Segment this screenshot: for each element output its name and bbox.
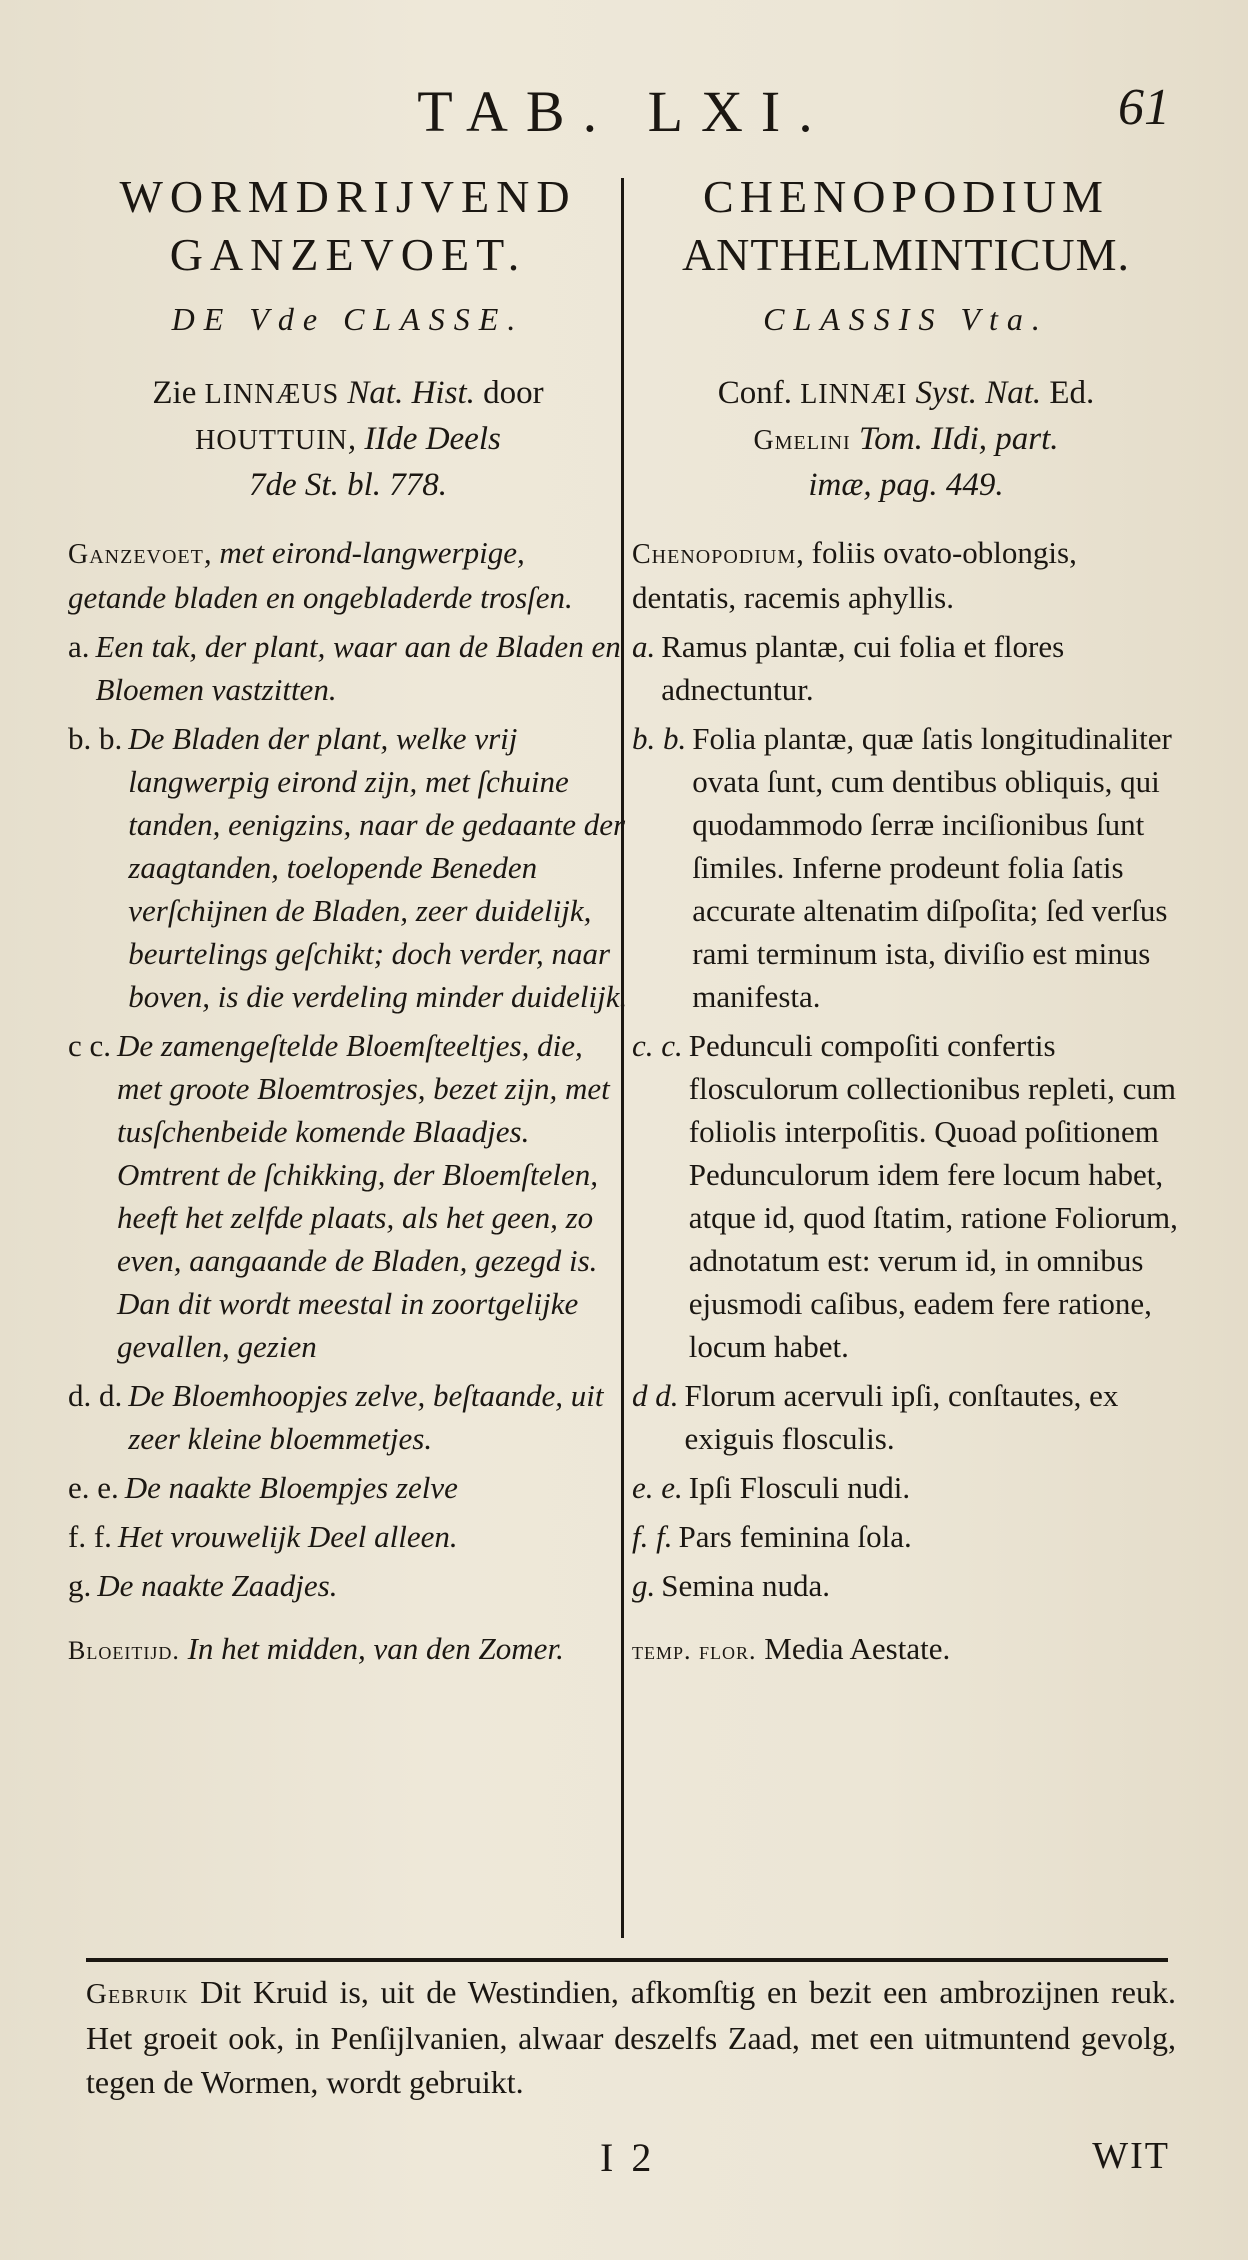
item-text: Folia plantæ, quæ ſatis longitudinaliter ovata ſunt, cum dentibus obliquis, qui quodammodo ſerræ inciſionibus ſunt ſimiles. Inferne prodeunt folia ſatis accurate altenatim diſpoſita; ſed verſus rami terminum ista, diviſio est minus manifesta.	[692, 721, 1172, 1014]
dutch-item-g	[68, 1564, 628, 1607]
flowering-text: Media Aestate.	[756, 1631, 951, 1666]
item-text: Pars feminina ſola.	[678, 1519, 912, 1554]
item-mark: g.	[632, 1568, 656, 1603]
item-mark: b. b.	[68, 721, 123, 756]
ref-author: LINNÆUS	[204, 379, 340, 410]
item-mark: f. f.	[68, 1519, 112, 1554]
item-text: Florum acervuli ipſi, conſtautes, ex exiguis flosculis.	[684, 1378, 1119, 1456]
ref-author: LINNÆI	[800, 379, 908, 410]
ref-page: 7de St. bl. 778.	[249, 467, 447, 503]
plate-heading: TAB. LXI.	[417, 79, 831, 144]
dutch-title-line-1: WORMDRIJVEND	[119, 171, 577, 222]
ref-part: Conf.	[717, 375, 801, 411]
item-text: Een tak, der plant, waar aan de Bladen en Bloemen vastzitten.	[95, 629, 621, 707]
dutch-class: DE Vde CLASSE.	[171, 301, 525, 337]
latin-item-b	[632, 717, 1180, 1018]
flowering-label: Bloeitijd.	[68, 1636, 180, 1665]
horizontal-rule	[86, 1958, 1168, 1962]
item-text: Pedunculi compoſiti confertis flosculorum collectionibus repleti, cum foliolis interpoſitis. Quoad poſitionem Pedunculorum idem fere locum habet, atque id, quod ſtatim, ratione Foliorum, adnotatum est: verum id, in omnibus ejusmodi caſibus, eadem fere ratione, locum habet.	[688, 1028, 1178, 1364]
latin-item-g	[632, 1564, 1180, 1607]
page-number: 61	[1118, 79, 1170, 136]
ref-work: Nat. Hist.	[339, 375, 475, 411]
latin-item-e	[632, 1466, 1180, 1509]
item-text: Ramus plantæ, cui folia et flores adnectuntur.	[661, 629, 1065, 707]
latin-reference	[632, 371, 1180, 507]
latin-item-c	[632, 1024, 1180, 1368]
usage-text: Dit Kruid is, uit de Westindien, afkomſtig en bezit een ambrozijnen reuk. Het groeit ook, in Penſijlvanien, alwaar deszelfs Zaad, met een uitmuntend gevolg, tegen de Wormen, wordt gebruikt.	[86, 1974, 1176, 2100]
item-mark: c. c.	[632, 1028, 683, 1063]
item-mark: a.	[68, 629, 90, 664]
item-mark: d d.	[632, 1378, 679, 1413]
item-mark: c c.	[68, 1028, 112, 1063]
item-mark: e. e.	[632, 1470, 683, 1505]
ref-part: Ed.	[1041, 375, 1095, 411]
dutch-item-a	[68, 625, 628, 711]
ref-volume: , IIde Deels	[347, 421, 501, 457]
ref-part: Zie	[152, 375, 205, 411]
dutch-flowering-time	[68, 1627, 628, 1672]
dutch-column	[68, 168, 628, 1672]
latin-title	[632, 168, 1180, 284]
item-text: Semina nuda.	[661, 1568, 830, 1603]
latin-class: CLASSIS Vta.	[763, 301, 1049, 337]
usage-label: Gebruik	[86, 1978, 189, 2010]
flowering-text: In het midden, van den Zomer.	[179, 1631, 564, 1666]
dutch-item-d	[68, 1374, 628, 1460]
item-text: Het vrouwelijk Deel alleen.	[117, 1519, 458, 1554]
ref-editor: HOUTTUIN	[195, 425, 348, 456]
dutch-item-f	[68, 1515, 628, 1558]
item-mark: f. f.	[632, 1519, 673, 1554]
desc-lead: Chenopodium	[632, 539, 797, 570]
item-mark: a.	[632, 629, 656, 664]
ref-part: door	[474, 375, 544, 411]
dutch-reference	[68, 371, 628, 507]
latin-item-d	[632, 1374, 1180, 1460]
usage-paragraph	[86, 1970, 1176, 2104]
flowering-label: temp. flor.	[632, 1636, 757, 1665]
item-mark: g.	[68, 1568, 92, 1603]
dutch-item-c	[68, 1024, 628, 1368]
latin-description	[632, 531, 1180, 619]
dutch-description	[68, 531, 628, 619]
desc-lead: Ganzevoet	[68, 539, 204, 570]
latin-title-line-2: ANTHELMINTICUM.	[681, 229, 1131, 280]
ref-volume: Tom. IIdi, part.	[850, 421, 1059, 457]
ref-page: imæ, pag. 449.	[808, 467, 1004, 503]
dutch-item-b	[68, 717, 628, 1018]
ref-editor: Gmelini	[753, 425, 851, 456]
desc-text: , foliis ovato-oblongis, dentatis, racemis aphyllis.	[632, 535, 1077, 615]
item-text: De Bladen der plant, welke vrij langwerpig eirond zijn, met ſchuine tanden, eenigzins, naar de gedaante der zaagtanden, toelopende Beneden verſchijnen de Bladen, zeer duidelijk, beurtelings geſchikt; doch verder, naar boven, is die verdeling minder duidelijk.	[128, 721, 628, 1014]
catchword: WIT	[1092, 2135, 1170, 2177]
latin-item-a	[632, 625, 1180, 711]
item-text: De naakte Bloempjes zelve	[124, 1470, 458, 1505]
item-text: De Bloemhoopjes zelve, beſtaande, uit zeer kleine bloemmetjes.	[128, 1378, 604, 1456]
latin-title-line-1: CHENOPODIUM	[703, 171, 1109, 222]
item-text: De naakte Zaadjes.	[97, 1568, 338, 1603]
item-mark: b. b.	[632, 721, 687, 756]
ref-work: Syst. Nat.	[907, 375, 1042, 411]
dutch-title	[68, 168, 628, 284]
signature-mark: I 2	[600, 2135, 656, 2180]
dutch-item-e	[68, 1466, 628, 1509]
latin-flowering-time	[632, 1627, 1180, 1672]
desc-text: , met eirond-langwerpige, getande bladen en ongebladerde trosſen.	[68, 535, 573, 615]
item-mark: d. d.	[68, 1378, 123, 1413]
item-text: De zamengeſtelde Bloemſteeltjes, die, met groote Bloemtrosjes, bezet zijn, met tusſchenbeide komende Blaadjes. Omtrent de ſchikking, der Bloemſtelen, heeft het zelfde plaats, als het geen, zo even, aangaande de Bladen, gezegd is. Dan dit wordt meestal in zoortgelijke gevallen, gezien	[117, 1028, 610, 1364]
latin-column	[632, 168, 1180, 1672]
dutch-title-line-2: GANZEVOET.	[169, 229, 527, 280]
item-mark: e. e.	[68, 1470, 119, 1505]
item-text: Ipſi Flosculi nudi.	[688, 1470, 911, 1505]
latin-item-f	[632, 1515, 1180, 1558]
